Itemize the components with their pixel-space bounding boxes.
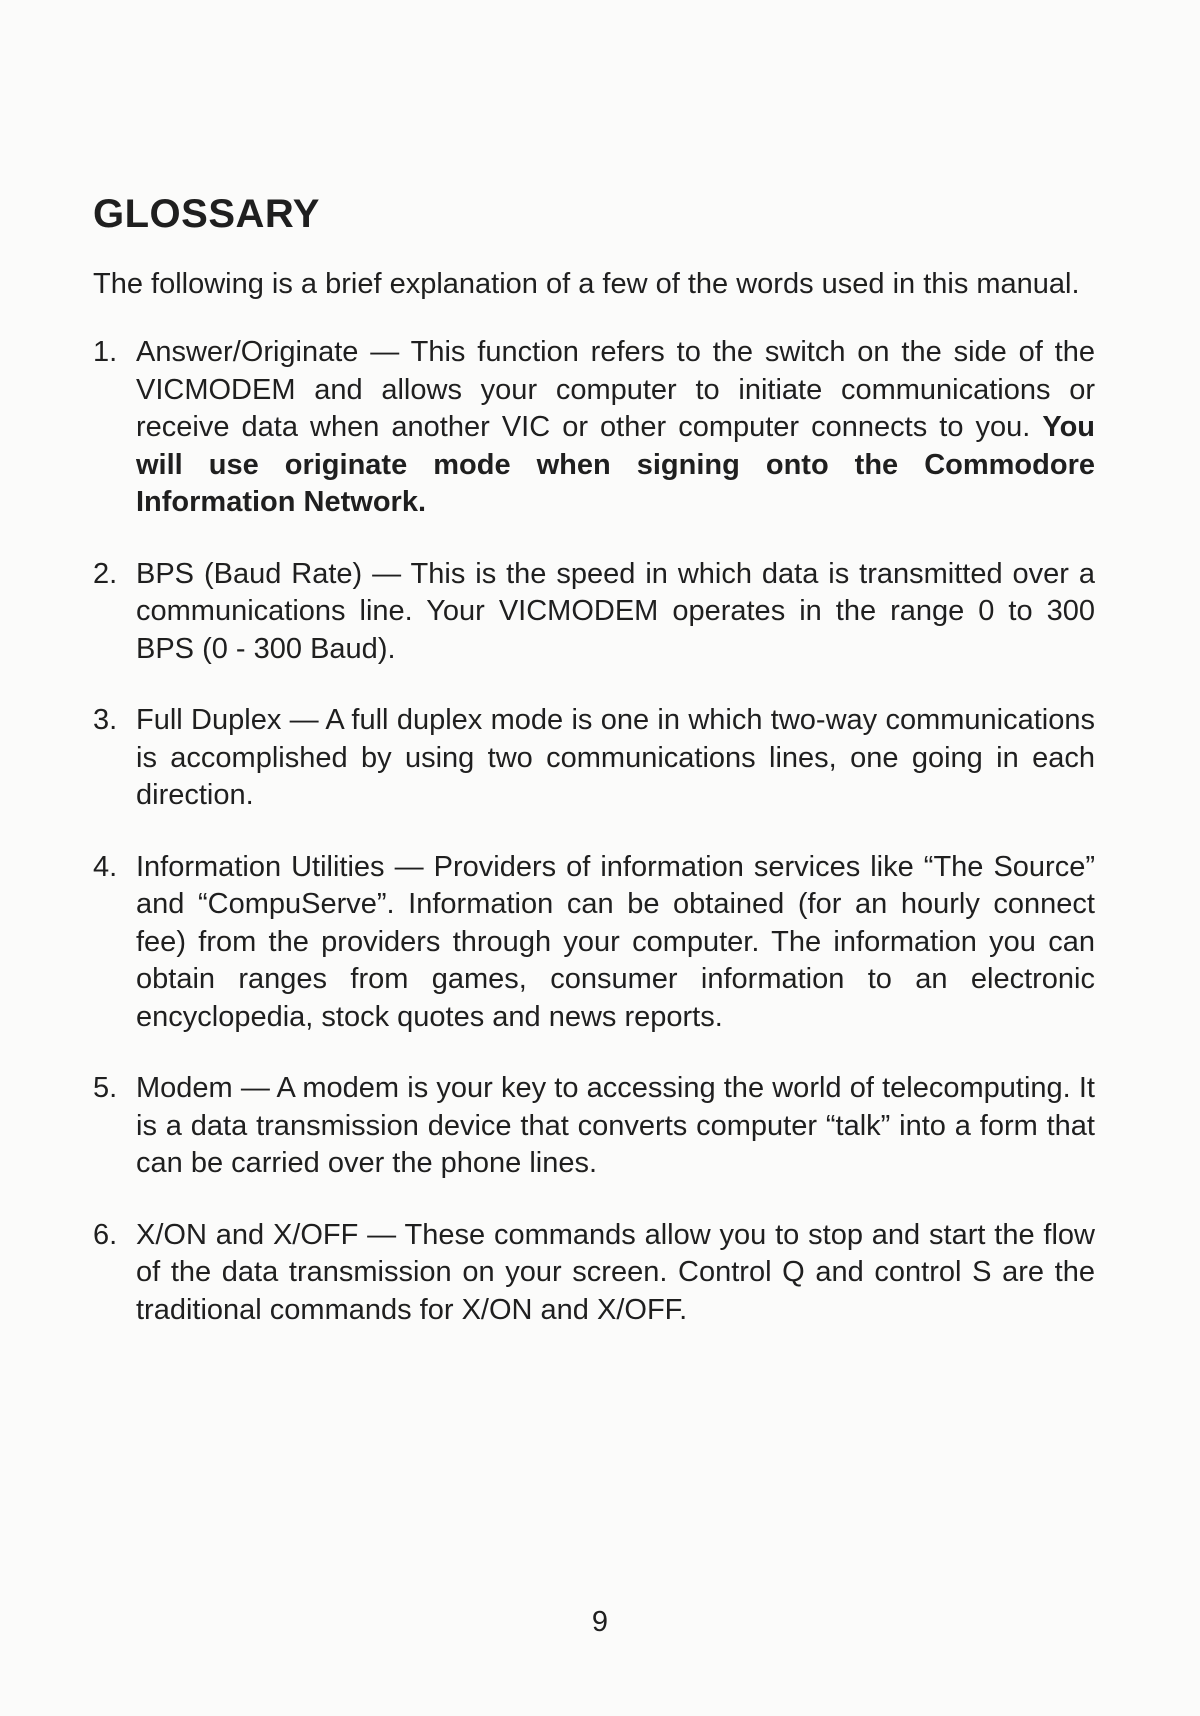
- glossary-item-answer-originate: [93, 334, 1095, 522]
- item-number: 5.: [93, 1072, 118, 1104]
- item-number: 4.: [93, 850, 118, 883]
- item-number: 6.: [93, 1218, 118, 1251]
- item-emphasis: You will use originate mode when signing onto the Commodore Information Network.: [136, 411, 1095, 518]
- glossary-section: [93, 190, 1095, 1363]
- glossary-item-modem: [93, 1070, 1095, 1183]
- item-number: 2.: [93, 557, 118, 590]
- item-text: Information Utilities — Providers of information services like “The Source” and “CompuServe”. Information can be obtained (for an hourly connect fee) from the providers through your computer. The information you can obtain ranges from games, consumer information to an electronic encyclopedia, stock quotes and news reports.: [136, 850, 1095, 1033]
- item-number: 1.: [93, 336, 118, 368]
- glossary-item-full-duplex: [93, 702, 1095, 815]
- glossary-item-information-utilities: [93, 849, 1095, 1037]
- item-text: X/ON and X/OFF — These commands allow you to stop and start the flow of the data transmission on your screen. Control Q and control S are the traditional commands for X/ON and X/OFF.: [136, 1218, 1095, 1326]
- item-number: 3.: [93, 704, 118, 736]
- page-number: 9: [591, 1606, 609, 1638]
- item-text: Answer/Originate — This function refers to the switch on the side of the VICMODEM and allows your computer to initiate communications or receive data when another VIC or other computer connects to you.: [136, 336, 1095, 443]
- item-text: Full Duplex — A full duplex mode is one in which two-way communications is accomplished by using two communications lines, one going in each direction.: [136, 704, 1095, 811]
- intro-paragraph: The following is a brief explanation of a few of the words used in this manual.: [93, 268, 1080, 300]
- item-text: Modem — A modem is your key to accessing the world of telecomputing. It is a data transmission device that converts computer “talk” into a form that can be carried over the phone lines.: [136, 1072, 1095, 1179]
- item-text: BPS (Baud Rate) — This is the speed in which data is transmitted over a communications line. Your VICMODEM operates in the range 0 to 300 BPS (0 - 300 Baud).: [136, 557, 1095, 665]
- page-title: GLOSSARY: [93, 192, 320, 236]
- glossary-item-xon-xoff: [93, 1217, 1095, 1330]
- glossary-item-bps: [93, 556, 1095, 669]
- glossary-list: [93, 334, 1095, 1329]
